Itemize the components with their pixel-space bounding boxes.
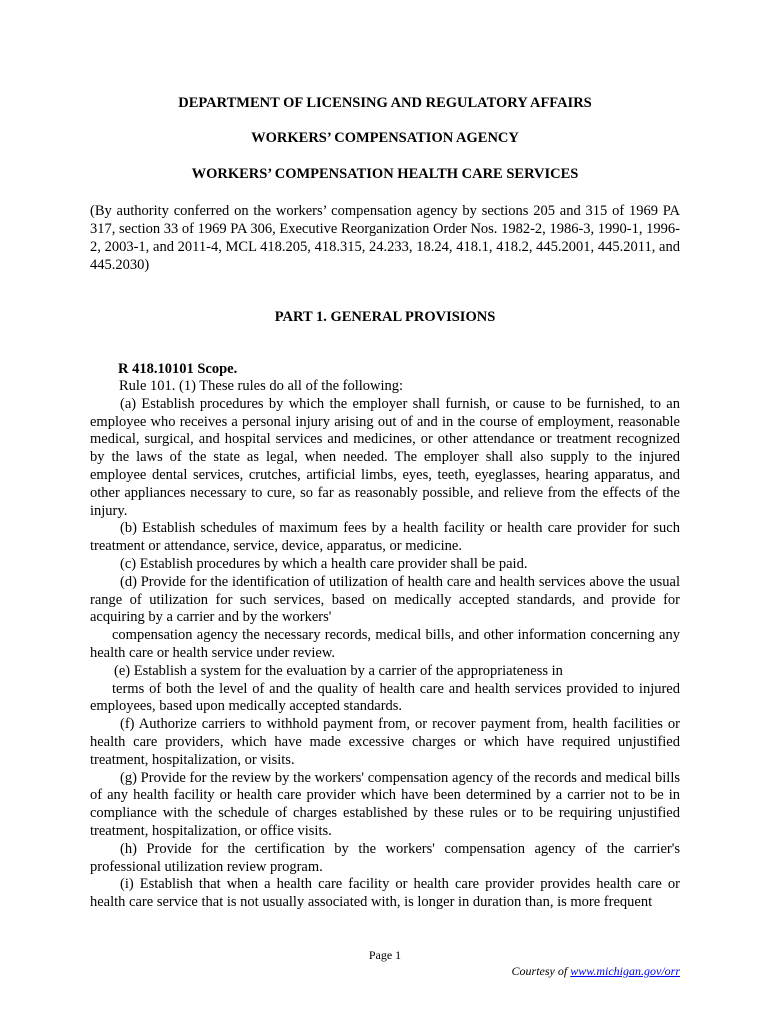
- courtesy-prefix: Courtesy of: [511, 964, 571, 978]
- rule-title: R 418.10101 Scope.: [118, 361, 238, 377]
- paragraph-g: (g) Provide for the review by the workers' compensation agency of the records and medical bills of any health facility or health care provider which have been determined by a carrier not to be in compliance with the schedule of charges established by these rules or to be requiring unjustified treatment, hospitalization, or office visits.: [90, 769, 680, 839]
- page-number: Page 1: [368, 948, 402, 962]
- paragraph-h: (h) Provide for the certification by the workers' compensation agency of the carrier's professional utilization review program.: [90, 840, 680, 875]
- paragraph-b: (b) Establish schedules of maximum fees by a health facility or health care provider for such treatment or attendance, service, device, apparatus, or medicine.: [90, 520, 680, 555]
- paragraph-e: (e) Establish a system for the evaluation by a carrier of the appropriateness in: [114, 662, 563, 679]
- courtesy-footer: [512, 963, 680, 979]
- paragraph-a: (a) Establish procedures by which the employer shall furnish, or cause to be furnished, to an employee who receives a personal injury arising out of and in the course of employment, reasonable medical, surgical, and hospital services and medicines, or other attendance or treatment recognized by the laws of the state as legal, when needed. The employer shall also supply to the injured employee dental services, crutches, artificial limbs, eyes, teeth, eyeglasses, hearing apparatus, and other appliances necessary to cure, so far as reasonably possible, and relieve from the effects of the injury.: [90, 395, 680, 519]
- paragraph-e-continued: terms of both the level of and the quality of health care and health services provided to injured employees, based upon medically accepted standards.: [90, 680, 680, 715]
- services-heading: WORKERS’ COMPENSATION HEALTH CARE SERVICES: [191, 166, 579, 182]
- part-title: PART 1. GENERAL PROVISIONS: [274, 309, 496, 325]
- paragraph-i: (i) Establish that when a health care facility or health care provider provides health care or health care service that is not usually associated with, is longer in duration than, is more frequent: [90, 876, 680, 911]
- paragraph-c: (c) Establish procedures by which a health care provider shall be paid.: [120, 555, 528, 572]
- paragraph-d-continued: compensation agency the necessary records, medical bills, and other information concerning any health care or health service under review.: [90, 627, 680, 661]
- rule-intro-paragraph: Rule 101. (1) These rules do all of the following:: [119, 378, 404, 394]
- agency-heading: WORKERS’ COMPENSATION AGENCY: [251, 130, 519, 146]
- rule-body: [90, 378, 680, 912]
- paragraph-f: (f) Authorize carriers to withhold payment from, or recover payment from, health facilities or health care providers, which have made excessive charges or which have required unjustified treatment, hospitalization, or visits.: [90, 716, 680, 768]
- department-heading: DEPARTMENT OF LICENSING AND REGULATORY AFFAIRS: [178, 95, 592, 111]
- authority-statement: (By authority conferred on the workers’ compensation agency by sections 205 and 315 of 1969 PA 317, section 33 of 1969 PA 306, Executive Reorganization Order Nos. 1982-2, 1986-3, 1990-1, 1996-2, 2003-1, and 2011-4, MCL 418.205, 418.315, 24.233, 18.24, 418.1, 418.2, 445.2001, 445.2011, and 445.2030): [90, 203, 680, 273]
- courtesy-link[interactable]: www.michigan.gov/orr: [570, 964, 680, 978]
- paragraph-d: (d) Provide for the identification of utilization of health care and health services above the usual range of utilization for such services, based on medically accepted standards, and provide for acquiring by a carrier and by the workers': [90, 573, 680, 626]
